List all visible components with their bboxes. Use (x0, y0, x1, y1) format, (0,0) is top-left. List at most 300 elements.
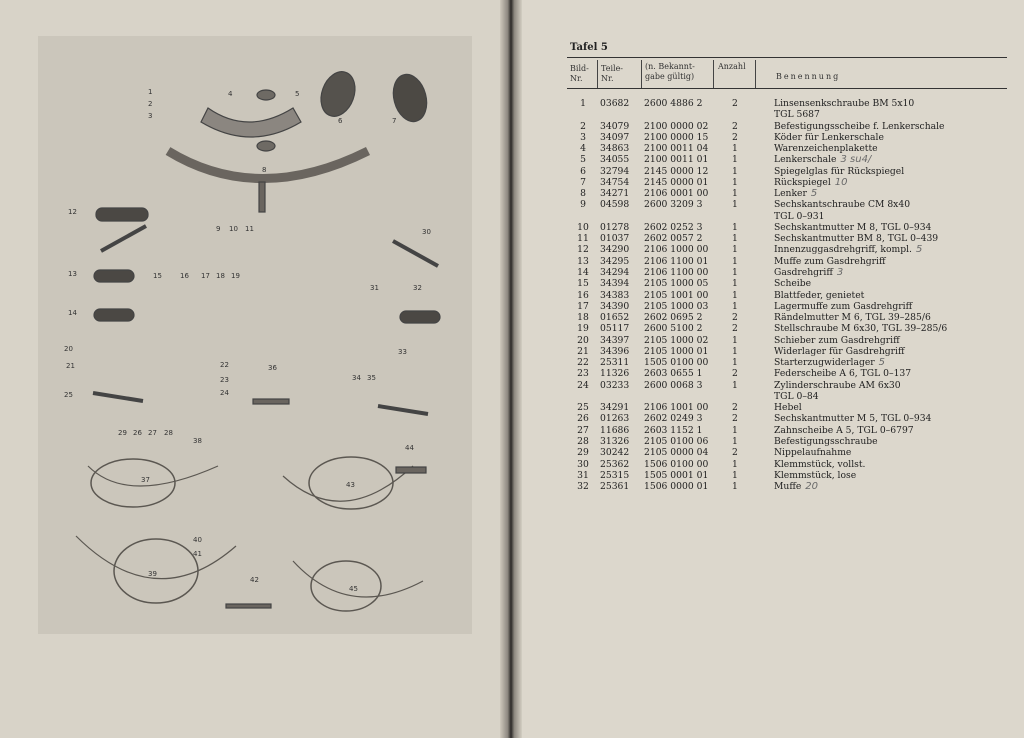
teile-nr-cell (600, 166, 644, 177)
anzahl-cell-text: 1 (732, 481, 738, 493)
callout-17: 17 (201, 272, 210, 280)
anzahl-cell (732, 470, 774, 481)
benennung-cell-text: TGL 0–931 (774, 210, 825, 222)
callout-4: 4 (228, 90, 233, 98)
bekanntgabe-cell (644, 391, 732, 402)
bekanntgabe-cell (644, 132, 732, 143)
bild-nr-cell (566, 233, 600, 244)
benennung-cell (774, 222, 1004, 233)
teile-nr-cell-text: 03682 (600, 98, 630, 109)
teile-nr-cell (600, 267, 644, 278)
table-row (566, 323, 1004, 334)
exploded-view-drawing (38, 36, 472, 634)
table-row (566, 199, 1004, 210)
bekanntgabe-cell-text: 2145 0000 12 (644, 165, 709, 177)
part-42-shape (226, 604, 271, 608)
teile-nr-cell (600, 177, 644, 188)
bild-nr-cell (566, 121, 600, 132)
callout-6: 6 (338, 117, 343, 125)
bild-nr-cell-text: 17 (577, 300, 589, 312)
teile-nr-cell-text: 01652 (600, 312, 630, 324)
page-title: Tafel 5 (570, 42, 608, 53)
anzahl-cell-text: 2 (732, 120, 738, 132)
anzahl-cell (732, 199, 774, 210)
anzahl-cell (732, 402, 774, 413)
handwritten-note: 10 (834, 176, 848, 188)
teile-nr-cell-text: 01037 (600, 233, 630, 245)
bild-nr-cell (566, 335, 600, 346)
teile-nr-cell (600, 323, 644, 334)
anzahl-cell-text: 2 (732, 131, 738, 143)
teile-nr-cell-text: 03233 (600, 379, 630, 391)
handwritten-note: 5 (915, 244, 923, 256)
bild-nr-cell-text: 32 (577, 481, 589, 493)
bild-nr-cell-text: 27 (577, 424, 589, 436)
benennung-cell-text: Schieber zum Gasdrehgriff (774, 334, 900, 346)
bekanntgabe-cell-text: 2603 1152 1 (644, 424, 703, 436)
anzahl-cell (732, 323, 774, 334)
lever-25-right-shape (378, 406, 428, 414)
anzahl-cell-text: 1 (732, 221, 738, 233)
handwritten-note: 5 (810, 188, 818, 200)
callout-34: 34 (352, 374, 361, 382)
lever-right-shape (393, 241, 438, 266)
callout-31: 31 (370, 284, 379, 292)
anzahl-cell (732, 132, 774, 143)
table-row (566, 413, 1004, 424)
anzahl-cell-text: 1 (732, 334, 738, 346)
anzahl-cell (732, 301, 774, 312)
callout-39: 39 (148, 570, 157, 578)
callout-43: 43 (346, 481, 355, 489)
anzahl-cell-text: 1 (732, 357, 738, 369)
bild-nr-cell (566, 154, 600, 165)
cable-45-shape (311, 561, 381, 611)
bekanntgabe-cell (644, 335, 732, 346)
table-row (566, 312, 1004, 323)
teile-nr-cell-text: 25362 (600, 458, 630, 470)
teile-nr-cell-text: 34863 (600, 143, 630, 155)
bekanntgabe-cell (644, 380, 732, 391)
table-row (566, 267, 1004, 278)
anzahl-cell (732, 166, 774, 177)
teile-nr-cell-text: 32794 (600, 165, 630, 177)
bekanntgabe-cell-text: 2602 0695 2 (644, 312, 703, 324)
benennung-cell-text: Scheibe (774, 278, 812, 290)
bild-nr-cell-text: 16 (577, 289, 589, 301)
teile-nr-cell (600, 481, 644, 492)
anzahl-cell (732, 380, 774, 391)
benennung-cell-text: Rückspiegel (774, 176, 831, 188)
col-teile-line2: Nr. (601, 74, 614, 83)
bekanntgabe-cell-text: 2600 5100 2 (644, 323, 703, 335)
anzahl-cell-text: 1 (732, 469, 738, 481)
anzahl-cell-text: 2 (732, 323, 738, 335)
benennung-cell-text: Köder für Lenkerschale (774, 131, 884, 143)
bild-nr-cell-text: 23 (577, 368, 589, 380)
teile-nr-cell (600, 109, 644, 120)
benennung-cell (774, 368, 1004, 379)
bild-nr-cell (566, 143, 600, 154)
bekanntgabe-cell (644, 233, 732, 244)
bild-nr-cell (566, 447, 600, 458)
anzahl-cell (732, 436, 774, 447)
bekanntgabe-cell-text: 2600 3209 3 (644, 199, 703, 211)
anzahl-cell (732, 121, 774, 132)
teile-nr-cell (600, 335, 644, 346)
bekanntgabe-cell (644, 154, 732, 165)
callout-27: 27 (148, 429, 157, 437)
teile-nr-cell (600, 222, 644, 233)
callout-22: 22 (220, 361, 229, 369)
benennung-cell (774, 177, 1004, 188)
bild-nr-cell-text: 19 (577, 323, 589, 335)
bild-nr-cell-text: 28 (577, 435, 589, 447)
col-benennung-header: Benennung (776, 72, 841, 81)
table-row (566, 222, 1004, 233)
benennung-cell (774, 425, 1004, 436)
callout-35: 35 (367, 374, 376, 382)
parts-table-body (566, 98, 1004, 492)
bild-nr-cell (566, 346, 600, 357)
anzahl-cell-text: 1 (732, 289, 738, 301)
bekanntgabe-cell-text: 2600 0068 3 (644, 379, 703, 391)
bild-nr-cell-text: 15 (577, 278, 589, 290)
teile-nr-cell (600, 132, 644, 143)
bekanntgabe-cell-text: 2105 1001 00 (644, 289, 709, 301)
callout-26: 26 (133, 429, 142, 437)
benennung-cell-text: Lenkerschale (774, 154, 837, 166)
bekanntgabe-cell (644, 402, 732, 413)
benennung-cell-text: Gasdrehgriff (774, 266, 833, 278)
bekanntgabe-cell-text: 2105 0000 04 (644, 447, 709, 459)
callout-24: 24 (220, 389, 229, 397)
grip-12-shape (96, 208, 148, 221)
callout-12: 12 (68, 208, 77, 216)
teile-nr-cell (600, 278, 644, 289)
bekanntgabe-cell (644, 244, 732, 255)
bekanntgabe-cell-text: 2603 0655 1 (644, 368, 703, 380)
bekanntgabe-cell-text: 2105 1000 01 (644, 345, 709, 357)
callout-30: 30 (422, 228, 431, 236)
benennung-cell-text: Sechskantmutter BM 8, TGL 0–439 (774, 233, 939, 245)
benennung-cell (774, 244, 1004, 255)
table-row (566, 177, 1004, 188)
table-row (566, 143, 1004, 154)
teile-nr-cell-text: 34754 (600, 176, 630, 188)
anzahl-cell-text: 1 (732, 165, 738, 177)
bekanntgabe-cell-text: 2100 0011 01 (644, 154, 709, 166)
benennung-cell (774, 346, 1004, 357)
anzahl-cell-text: 2 (732, 413, 738, 425)
bild-nr-cell-text: 5 (580, 154, 586, 166)
anzahl-cell (732, 425, 774, 436)
part-44-shape (396, 467, 426, 473)
col-divider-2 (641, 60, 642, 88)
bekanntgabe-cell (644, 267, 732, 278)
callout-18: 18 (216, 272, 225, 280)
bild-nr-cell-text: 30 (577, 458, 589, 470)
col-bek-header (645, 62, 695, 82)
bild-nr-cell-text: 14 (577, 266, 589, 278)
bekanntgabe-cell-text: 1506 0000 01 (644, 481, 709, 493)
teile-nr-cell-text: 05117 (600, 323, 630, 335)
teile-nr-cell-text: 31326 (600, 435, 630, 447)
teile-nr-cell (600, 233, 644, 244)
bekanntgabe-cell (644, 357, 732, 368)
bekanntgabe-cell-text: 2106 1100 01 (644, 255, 709, 267)
benennung-cell (774, 98, 1004, 109)
callout-40: 40 (193, 536, 202, 544)
benennung-cell-text: Widerlager für Gasdrehgriff (774, 345, 905, 357)
benennung-cell-text: Klemmstück, vollst. (774, 458, 866, 470)
benennung-cell-text: Muffe zum Gasdrehgriff (774, 255, 886, 267)
callout-8: 8 (262, 166, 267, 174)
table-row (566, 425, 1004, 436)
anzahl-cell (732, 222, 774, 233)
cable-37-lead-shape (88, 466, 218, 486)
bekanntgabe-cell (644, 211, 732, 222)
col-divider-3 (713, 60, 714, 88)
teile-nr-cell (600, 312, 644, 323)
benennung-cell (774, 459, 1004, 470)
bild-nr-cell (566, 436, 600, 447)
callout-19: 19 (231, 272, 240, 280)
bild-nr-cell (566, 402, 600, 413)
emblem-lower-shape (257, 141, 275, 151)
anzahl-cell-text: 2 (732, 447, 738, 459)
bild-nr-cell (566, 278, 600, 289)
col-bek-line2: gabe gültig) (645, 72, 695, 81)
table-row (566, 301, 1004, 312)
callout-14: 14 (68, 309, 77, 317)
bild-nr-cell (566, 132, 600, 143)
callout-29: 29 (118, 429, 127, 437)
table-row (566, 357, 1004, 368)
anzahl-cell-text: 1 (732, 435, 738, 447)
teile-nr-cell-text: 25315 (600, 469, 630, 481)
bild-nr-cell-text: 3 (580, 131, 586, 143)
bild-nr-cell (566, 301, 600, 312)
teile-nr-cell-text: 34383 (600, 289, 630, 301)
col-teile-header (601, 64, 623, 84)
header-rule-top (567, 57, 1007, 58)
anzahl-cell-text: 1 (732, 300, 738, 312)
bild-nr-cell-text: 10 (577, 221, 589, 233)
benennung-cell (774, 357, 1004, 368)
callout-25: 25 (64, 391, 73, 399)
benennung-cell-text: TGL 5687 (774, 109, 820, 121)
bekanntgabe-cell (644, 222, 732, 233)
teile-nr-cell (600, 413, 644, 424)
callout-33: 33 (398, 348, 407, 356)
anzahl-cell-text: 1 (732, 143, 738, 155)
anzahl-cell (732, 233, 774, 244)
bild-nr-cell (566, 380, 600, 391)
teile-nr-cell (600, 244, 644, 255)
benennung-cell (774, 211, 1004, 222)
teile-nr-cell-text: 34294 (600, 266, 630, 278)
bekanntgabe-cell-text: 2100 0000 02 (644, 120, 709, 132)
benennung-cell (774, 391, 1004, 402)
bekanntgabe-cell (644, 425, 732, 436)
bild-nr-cell (566, 244, 600, 255)
table-row (566, 346, 1004, 357)
teile-nr-cell-text: 11686 (600, 424, 630, 436)
bild-nr-cell-text: 21 (577, 345, 589, 357)
benennung-cell (774, 312, 1004, 323)
callout-23: 23 (220, 376, 229, 384)
bild-nr-cell (566, 459, 600, 470)
bekanntgabe-cell (644, 447, 732, 458)
part-36-shape (253, 399, 289, 404)
benennung-cell (774, 481, 1004, 492)
benennung-cell-text: Befestigungsschraube (774, 435, 878, 447)
benennung-cell-text: Befestigungsscheibe f. Lenkerschale (774, 120, 945, 132)
benennung-cell-text: Zahnscheibe A 5, TGL 0–6797 (774, 424, 914, 436)
benennung-cell-text: Klemmstück, lose (774, 469, 857, 481)
handwritten-note: 3 su4/ (840, 154, 872, 166)
lever-25-left-shape (93, 393, 143, 401)
teile-nr-cell (600, 459, 644, 470)
anzahl-cell-text: 1 (732, 458, 738, 470)
table-row (566, 402, 1004, 413)
benennung-cell (774, 132, 1004, 143)
benennung-cell (774, 402, 1004, 413)
anzahl-cell-text: 2 (732, 98, 738, 109)
bild-nr-cell (566, 199, 600, 210)
benennung-cell-text: Rändelmutter M 6, TGL 39–285/6 (774, 312, 931, 324)
teile-nr-cell (600, 211, 644, 222)
benennung-cell-text: Sechskantmutter M 8, TGL 0–934 (774, 221, 932, 233)
teile-nr-cell-text: 25361 (600, 481, 630, 493)
teile-nr-cell-text: 25311 (600, 357, 630, 369)
bild-nr-cell (566, 211, 600, 222)
mirror-glass-shape (315, 67, 361, 121)
bild-nr-cell (566, 98, 600, 109)
handwritten-note: 3 (836, 266, 844, 278)
anzahl-cell-text: 1 (732, 176, 738, 188)
anzahl-cell-text: 1 (732, 233, 738, 245)
grip-32-shape (400, 311, 440, 323)
table-row (566, 335, 1004, 346)
bild-nr-cell-text: 2 (580, 120, 586, 132)
bekanntgabe-cell-text: 2600 4886 2 (644, 98, 703, 109)
book-gutter (500, 0, 522, 738)
bekanntgabe-cell (644, 166, 732, 177)
benennung-cell (774, 470, 1004, 481)
benennung-cell-text: Hebel (774, 402, 802, 414)
bild-nr-cell-text: 20 (577, 334, 589, 346)
bekanntgabe-cell (644, 346, 732, 357)
anzahl-cell (732, 368, 774, 379)
bild-nr-cell (566, 109, 600, 120)
bild-nr-cell (566, 413, 600, 424)
teile-nr-cell (600, 346, 644, 357)
bild-nr-cell-text: 6 (580, 165, 586, 177)
benennung-cell (774, 323, 1004, 334)
benennung-cell (774, 290, 1004, 301)
anzahl-cell-text: 1 (732, 379, 738, 391)
handwritten-note: 5 (878, 357, 886, 369)
table-row (566, 278, 1004, 289)
bekanntgabe-cell (644, 459, 732, 470)
callout-21: 21 (66, 362, 75, 370)
callout-10: 10 (229, 225, 238, 233)
bild-nr-cell-text: 4 (580, 143, 586, 155)
callout-38: 38 (193, 437, 202, 445)
benennung-cell (774, 143, 1004, 154)
bekanntgabe-cell (644, 436, 732, 447)
benennung-cell-text: Sechskantschraube CM 8x40 (774, 199, 911, 211)
bild-nr-cell (566, 368, 600, 379)
bekanntgabe-cell-text: 2100 0011 04 (644, 143, 709, 155)
anzahl-cell (732, 267, 774, 278)
teile-nr-cell (600, 256, 644, 267)
teile-nr-cell-text: 34055 (600, 154, 630, 166)
lever-left-shape (101, 226, 146, 251)
benennung-cell (774, 301, 1004, 312)
bekanntgabe-cell-text: 2602 0252 3 (644, 221, 703, 233)
benennung-cell-text: Lagermuffe zum Gasdrehgriff (774, 300, 913, 312)
table-row (566, 188, 1004, 199)
callout-32: 32 (413, 284, 422, 292)
callout-13: 13 (68, 270, 77, 278)
bekanntgabe-cell (644, 177, 732, 188)
callout-7: 7 (392, 117, 397, 125)
bekanntgabe-cell-text: 2105 1000 03 (644, 300, 709, 312)
bekanntgabe-cell (644, 143, 732, 154)
benennung-cell (774, 188, 1004, 199)
bekanntgabe-cell (644, 413, 732, 424)
bild-nr-cell (566, 166, 600, 177)
benennung-cell (774, 199, 1004, 210)
anzahl-cell-text: 1 (732, 266, 738, 278)
teile-nr-cell-text: 34396 (600, 345, 630, 357)
teile-nr-cell (600, 436, 644, 447)
bekanntgabe-cell-text: 2602 0057 2 (644, 233, 703, 245)
bild-nr-cell (566, 290, 600, 301)
col-bild-header (570, 64, 589, 84)
benennung-cell (774, 380, 1004, 391)
table-row (566, 380, 1004, 391)
callout-1: 1 (148, 88, 153, 96)
bild-nr-cell (566, 267, 600, 278)
bekanntgabe-cell (644, 98, 732, 109)
table-row (566, 447, 1004, 458)
table-row (566, 290, 1004, 301)
benennung-cell-text: Warenzeichenplakette (774, 143, 878, 155)
bild-nr-cell-text: 25 (577, 402, 589, 414)
bekanntgabe-cell (644, 368, 732, 379)
anzahl-cell (732, 290, 774, 301)
teile-nr-cell-text: 30242 (600, 447, 630, 459)
anzahl-cell (732, 177, 774, 188)
anzahl-cell (732, 481, 774, 492)
table-row (566, 154, 1004, 165)
anzahl-cell (732, 154, 774, 165)
bild-nr-cell (566, 312, 600, 323)
teile-nr-cell (600, 121, 644, 132)
teile-nr-cell-text: 34390 (600, 300, 630, 312)
callout-41: 41 (193, 550, 202, 558)
table-row (566, 368, 1004, 379)
bekanntgabe-cell-text: 1506 0100 00 (644, 458, 709, 470)
bekanntgabe-cell-text: 2105 1000 05 (644, 278, 709, 290)
callout-45: 45 (349, 585, 358, 593)
anzahl-cell (732, 335, 774, 346)
benennung-cell (774, 278, 1004, 289)
